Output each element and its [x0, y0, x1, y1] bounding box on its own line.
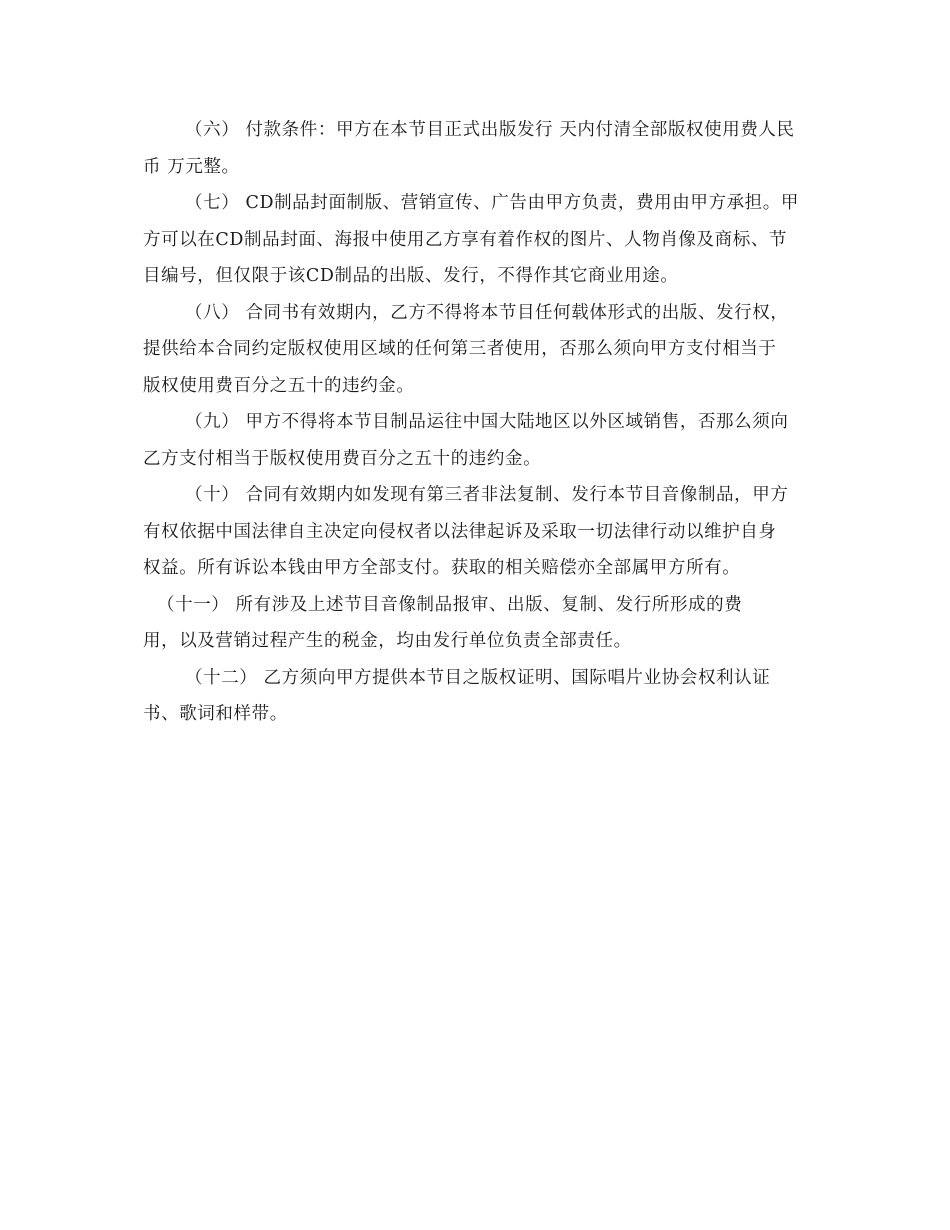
clause-line: 用，以及营销过程产生的税金，均由发行单位负责全部责任。: [143, 631, 632, 651]
clause-6: [143, 112, 813, 185]
clause-line: 方可以在CD制品封面、海报中使用乙方享有着作权的图片、人物肖像及商标、节: [143, 229, 788, 250]
clause-line: 书、歌词和样带。: [143, 704, 288, 724]
clause-line: （十二） 乙方须向甲方提供本节目之版权证明、国际唱片业协会权利认证: [185, 667, 771, 688]
clause-11: [143, 587, 813, 660]
clause-line: 版权使用费百分之五十的违约金。: [143, 375, 415, 396]
clause-line: （六） 付款条件：甲方在本节目正式出版发行 天内付清全部版权使用费人民: [185, 120, 795, 140]
document-body: [143, 112, 813, 733]
clause-line: 乙方支付相当于版权使用费百分之五十的违约金。: [143, 448, 542, 469]
clause-10: [143, 477, 813, 587]
clause-line: 权益。所有诉讼本钱由甲方全部支付。获取的相关赔偿亦全部属甲方所有。: [143, 558, 741, 578]
clause-12: [143, 660, 813, 733]
clause-line: 有权依据中国法律自主决定向侵权者以法律起诉及采取一切法律行动以维护自身: [143, 521, 777, 542]
clause-line: （十） 合同有效期内如发现有第三者非法复制、发行本节目音像制品，甲方: [185, 485, 789, 505]
clause-9: [143, 404, 813, 477]
clause-8: [143, 295, 813, 405]
clause-line: （十一） 所有涉及上述节目音像制品报审、出版、复制、发行所形成的费: [157, 594, 743, 615]
clause-line: 币 万元整。: [143, 156, 240, 177]
clause-line: 目编号，但仅限于该CD制品的出版、发行，不得作其它商业用途。: [143, 266, 679, 286]
clause-7: [143, 185, 813, 295]
clause-line: （七） CD制品封面制版、营销宣传、广告由甲方负责，费用由甲方承担。甲: [185, 193, 799, 213]
clause-line: 提供给本合同约定版权使用区域的任何第三者使用，否那么须向甲方支付相当于: [143, 339, 777, 359]
clause-line: （九） 甲方不得将本节目制品运往中国大陆地区以外区域销售，否那么须向: [185, 412, 789, 432]
clause-line: （八） 合同书有效期内，乙方不得将本节目任何载体形式的出版、发行权，: [185, 302, 789, 323]
